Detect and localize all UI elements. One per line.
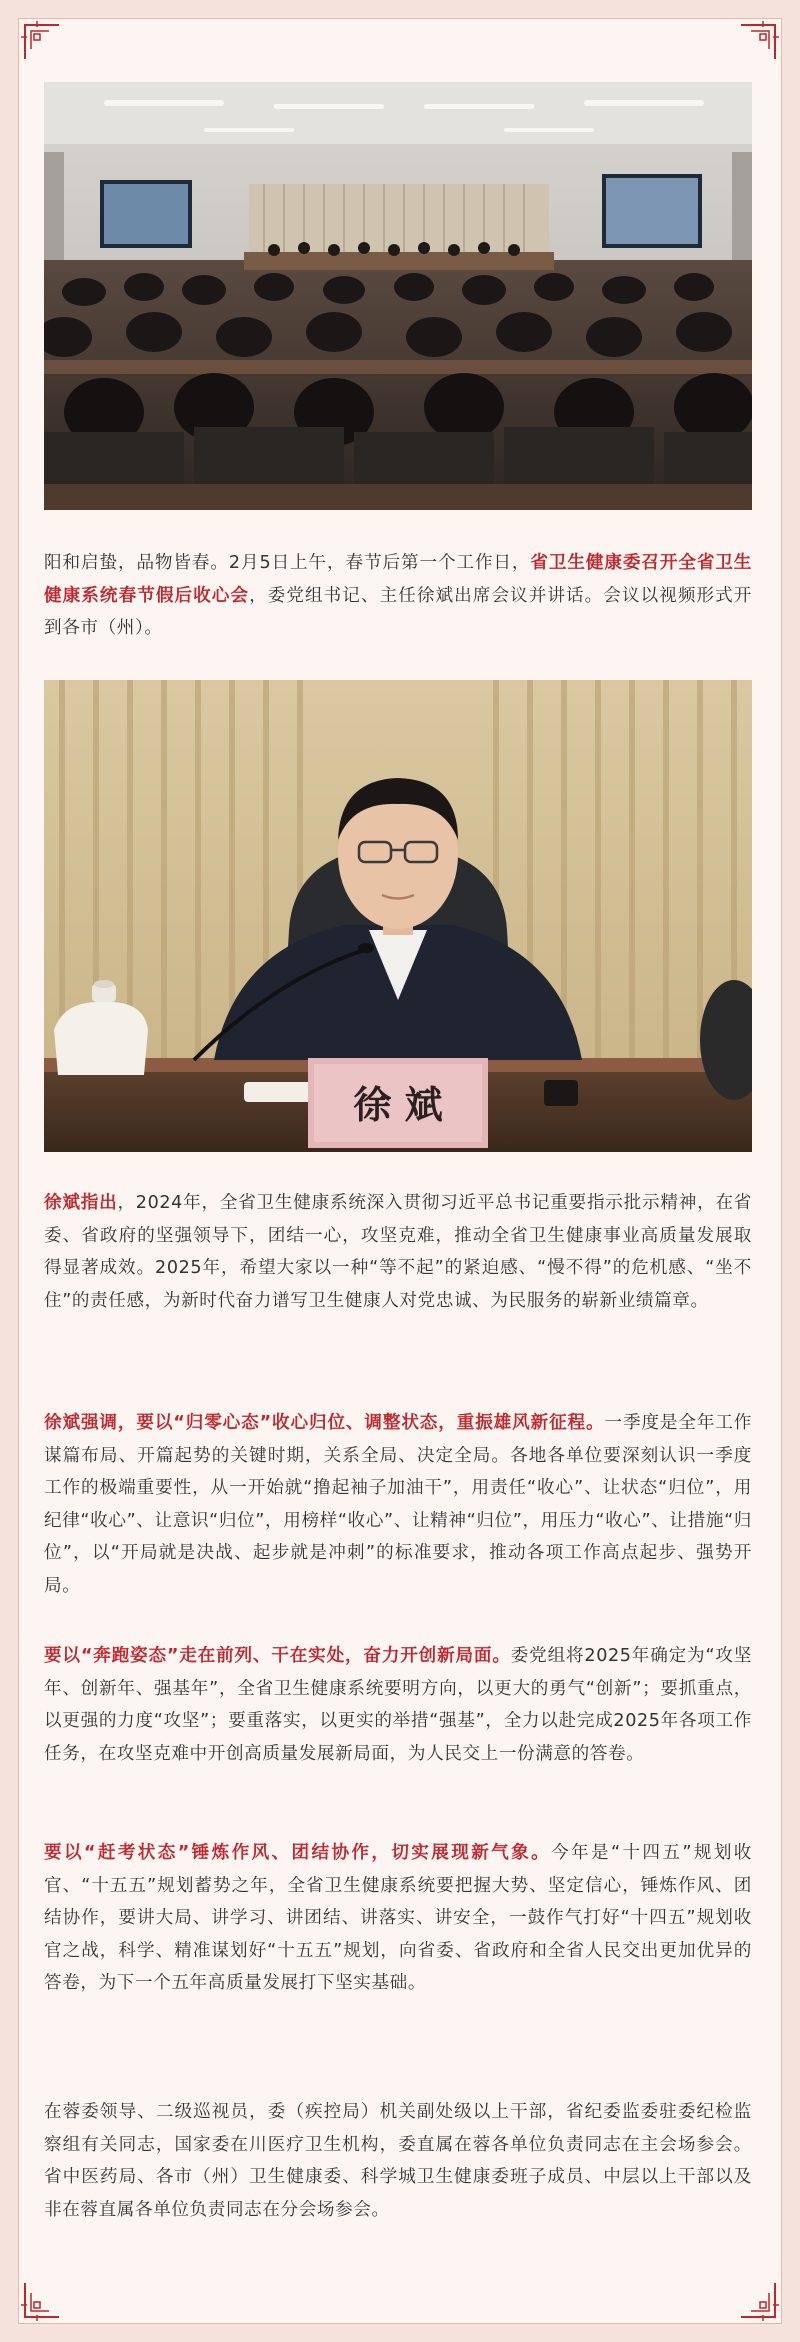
paragraph-2 (44, 1187, 752, 1317)
nameplate-text: 徐 斌 (353, 1082, 443, 1127)
p5-text: 今年是“十四五”规划收官、“十五五”规划蓄势之年，全省卫生健康系统要把握大势、坚定信心，锤炼作风、团结协作，要讲大局、讲学习、讲团结、讲落实、讲安全，一鼓作气打好“十四五”规划收官之战，科学、精准谋划好“十五五”规划，向省委、省政府和全省人民交出更加优异的答卷，为下一个五年高质量发展打下坚实基础。 (44, 1843, 752, 1993)
p4-text: 委党组将2025年确定为“攻坚年、创新年、强基年”，全省卫生健康系统要明方向，以更大的勇气“创新”；要抓重点，以更强的力度“攻坚”；要重落实，以更实的举措“强基”，全力以赴完成2025年各项工作任务，在攻坚克难中开创高质量发展新局面，为人民交上一份满意的答卷。 (44, 1646, 752, 1764)
corner-ornament-icon (19, 19, 65, 65)
paragraph-5 (44, 1837, 752, 2000)
p6-text: 在蓉委领导、二级巡视员，委（疾控局）机关副处级以上干部，省纪委监委驻委纪检监察组有关同志，国家委在川医疗卫生机构，委直属在蓉各单位负责同志在主会场参会。省中医药局、各市（州）卫生健康委、科学城卫生健康委班子成员、中层以上干部以及非在蓉直属各单位负责同志在分会场参会。 (44, 2102, 752, 2220)
p4-highlight: 要以“奔跑姿态”走在前列、干在实处，奋力开创新局面。 (44, 1646, 511, 1666)
p5-highlight: 要以“赶考状态”锤炼作风、团结协作，切实展现新气象。 (44, 1843, 552, 1863)
intro-text: 阳和启蛰，品物皆春。2月5日上午，春节后第一个工作日， (44, 553, 531, 573)
paragraph-6 (44, 2096, 752, 2226)
corner-ornament-icon (19, 2277, 65, 2323)
speaker-photo (44, 680, 752, 1152)
paragraph-4 (44, 1640, 752, 1770)
paragraph-intro (44, 547, 752, 645)
p3-highlight: 徐斌强调，要以“归零心态”收心归位、调整状态，重振雄风新征程。 (44, 1413, 605, 1433)
corner-ornament-icon (735, 2277, 781, 2323)
intro-highlight: 省卫生健康委召开全省卫生健康系统春节假后收心会 (44, 553, 753, 606)
intro-text-end: ，委党组书记、主任徐斌出席会议并讲话。会议以视频形式开到各市（州）。 (44, 585, 752, 638)
p3-text: 一季度是全年工作谋篇布局、开篇起势的关键时期，关系全局、决定全局。各地各单位要深刻认识一季度工作的极端重要性，从一开始就“撸起袖子加油干”，用责任“收心”、让状态“归位”，用纪律“收心”、让意识“归位”，用榜样“收心”、让精神“归位”，用压力“收心”、让措施“归位”，以“开局就是决战、起步就是冲刺”的标准要求，推动各项工作高点起步、强势开局。 (44, 1413, 752, 1596)
p2-text: ，2024年，全省卫生健康系统深入贯彻习近平总书记重要指示批示精神，在省委、省政府的坚强领导下，团结一心，攻坚克难，推动全省卫生健康事业高质量发展取得显著成效。2025年，希望大家以一种“等不起”的紧迫感、“慢不得”的危机感、“坐不住”的责任感，为新时代奋力谱写卫生健康人对党忠诚、为民服务的崭新业绩篇章。 (44, 1193, 752, 1311)
paragraph-3 (44, 1407, 752, 1602)
corner-ornament-icon (735, 19, 781, 65)
meeting-hall-photo (44, 82, 752, 510)
p2-highlight: 徐斌指出 (44, 1193, 118, 1213)
